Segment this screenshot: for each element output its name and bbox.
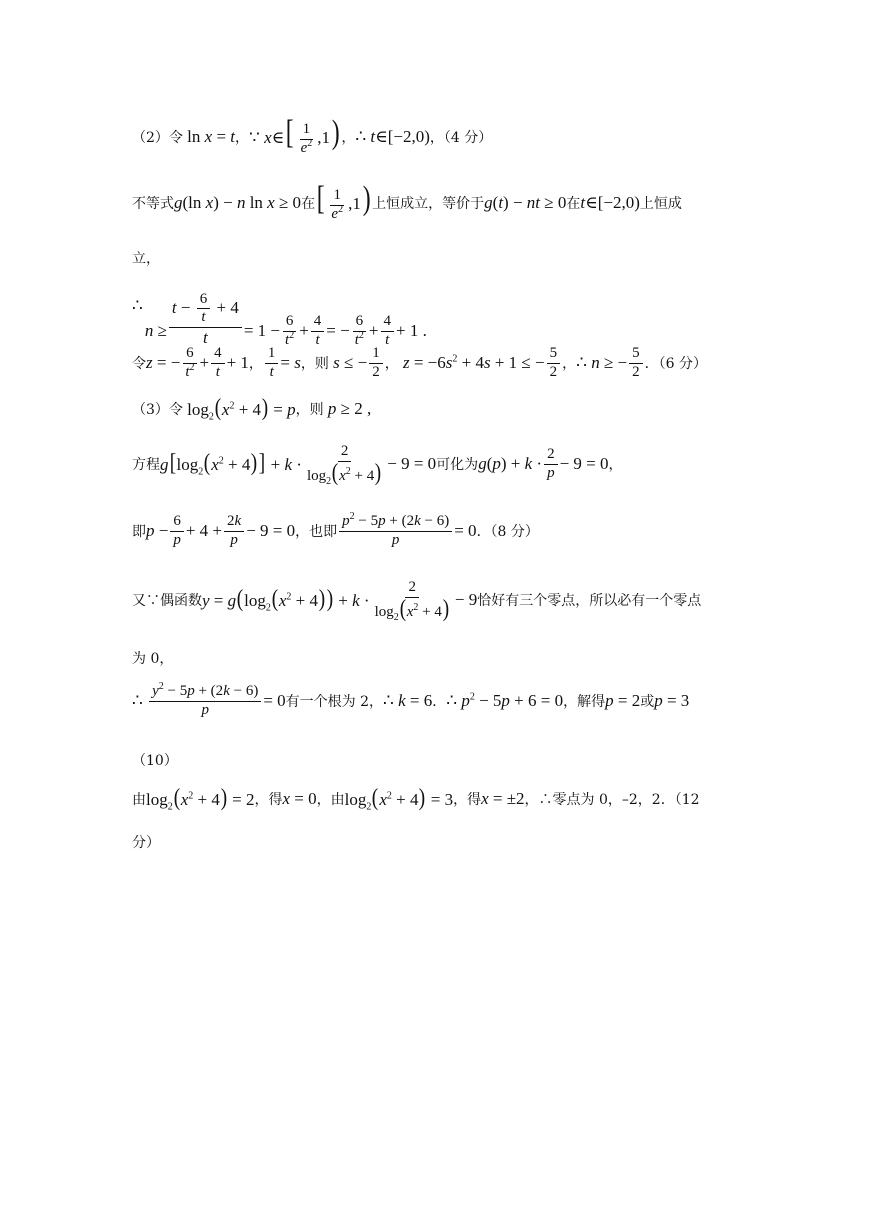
line-equation: 方程 $g[\log_2(x^2 + 4)] + k$ · $\frac{2}{\log_2(x^2 + 4)}$ − 9 = 0 可化为 g(p) + k · $\frac{2}{p}$ − 9 = 0 ， bbox=[132, 443, 623, 487]
text: ．（6 分） bbox=[644, 356, 707, 373]
math: g(ln x) − n ln x ≥ 0 bbox=[174, 193, 302, 213]
text: ，∴零点为 0，–2，2．（12 bbox=[524, 792, 700, 808]
text: 立， bbox=[132, 251, 160, 267]
text: （3）令 bbox=[132, 402, 183, 418]
text: 为 0， bbox=[132, 651, 174, 667]
text: 上恒成立，等价于 bbox=[372, 196, 485, 213]
text: 又∵偶函数 bbox=[132, 593, 202, 610]
line-solutions: 由 $\log_2(x^2 + 4) = 2$ ，得 x = 0 ，由 $\log_2(x^2 + 4) = 3$ ，得 x = ±2 ，∴零点为 0，–2，2．（12 bbox=[132, 785, 700, 813]
text: （2）令 bbox=[132, 130, 183, 147]
text: 令 bbox=[132, 356, 146, 373]
text: 分） bbox=[132, 835, 160, 851]
text: ，也即 bbox=[295, 524, 338, 541]
line-simplify: 即 p − $\frac{6}{p}$ + 4 + $\frac{2k}{p}$ − 9 = 0 ，也即 $\frac{p^2 - 5p + (2k - 6)}{p}$ = 0 ．（8 分） bbox=[132, 511, 539, 548]
math: ln x = t bbox=[182, 127, 236, 147]
text: ， bbox=[562, 356, 577, 373]
text: ，则 bbox=[300, 356, 329, 373]
text: 在 bbox=[566, 196, 581, 213]
line-continuation bbox=[132, 248, 160, 268]
line-inequality bbox=[132, 180, 682, 222]
line-substitution: 令 z = − $\frac{6}{t^2}$ + $\frac{4}{t}$ + 1 ， $\frac{1}{t}$ = s ，则 s ≤ − $\frac{1}{2}$ ， $z = -6s^2 + 4s + 1$ ≤ − $\frac{5}{2}$ ， ∴ n ≥ − $\frac{5}{2}$ ．（6 分） bbox=[132, 345, 707, 380]
text: ，（4 分） bbox=[429, 130, 493, 147]
therefore-symbol: ∴ bbox=[132, 296, 143, 315]
math: $\log_2(x^2 + 4) = p$ bbox=[182, 395, 296, 423]
text: 恰好有三个零点，所以必有一个零点 bbox=[477, 593, 702, 610]
math: t∈[−2,0) bbox=[580, 193, 640, 213]
line-root: ∴ $\frac{y^2 - 5p + (2k - 6)}{p}$ = 0 有一个根为 2， ∴ k = 6 ． ∴ $p^2 - 5p + 6 = 0$ ，解得 p = 2 或 p = 3 bbox=[132, 681, 690, 718]
line-score-12 bbox=[132, 832, 160, 852]
math: p − bbox=[146, 521, 169, 541]
text: ，得 bbox=[453, 792, 482, 808]
math: t − $\frac{6}{t}$ + 4 t bbox=[169, 292, 242, 347]
math: g(t) − nt ≥ 0 bbox=[484, 193, 567, 213]
text: 有一个根为 2， bbox=[285, 694, 384, 711]
text: ，则 bbox=[295, 402, 324, 418]
math: $y = g(\log_2(x^2 + 4)) + k$ · bbox=[202, 586, 370, 614]
text: ． bbox=[432, 694, 447, 711]
text: 即 bbox=[132, 524, 146, 541]
text: ，由 bbox=[316, 792, 345, 808]
text: 由 bbox=[132, 792, 146, 808]
math: p ≥ 2 , bbox=[327, 399, 372, 418]
text: 不等式 bbox=[132, 196, 174, 213]
line-zero bbox=[132, 648, 173, 668]
text: 上恒成 bbox=[639, 196, 682, 213]
math: $\log_2(x^2 + 4) = 2$ bbox=[146, 785, 255, 813]
text: ．（8 分） bbox=[476, 524, 539, 541]
text: 可化为 bbox=[436, 457, 479, 474]
text: ， bbox=[384, 356, 399, 373]
math: ∴ t∈[−2,0) bbox=[355, 127, 430, 147]
text: ，解得 bbox=[563, 694, 606, 711]
text: ， bbox=[248, 356, 263, 373]
text: ， bbox=[608, 457, 623, 474]
line-score-10 bbox=[132, 750, 178, 770]
therefore-symbol: ∴ bbox=[132, 691, 148, 711]
text: 在 bbox=[301, 196, 316, 213]
line-even-function: 又∵偶函数 $y = g(\log_2(x^2 + 4)) + k$ · $\frac{2}{\log_2(x^2 + 4)}$ − 9 恰好有三个零点，所以必有一个零点 bbox=[132, 579, 702, 623]
math: [ $\frac{1}{e^2}$ ,1) bbox=[316, 180, 371, 222]
math: z = − bbox=[146, 353, 181, 373]
text: ，得 bbox=[254, 792, 283, 808]
text: ， bbox=[235, 130, 250, 147]
line-part3-intro bbox=[132, 395, 372, 423]
line-n-bound: ∴ n ≥ t − $\frac{6}{t}$ + 4 t = 1 − $\frac{6}{t^2}$ + $\frac{4}{t}$ = − $\frac{6}{t^2}$ + $\frac{4}{t}$ + 1 . bbox=[132, 290, 427, 348]
text: 或 bbox=[640, 694, 655, 711]
line-part2-intro bbox=[132, 114, 493, 156]
text: （10） bbox=[132, 753, 178, 769]
text: ， bbox=[341, 130, 356, 147]
math: ∵ x∈[ $\frac{1}{e^2}$ ,1) bbox=[249, 114, 340, 156]
text: 方程 bbox=[132, 457, 160, 474]
math: $g[\log_2(x^2 + 4)] + k$ · bbox=[160, 450, 302, 478]
